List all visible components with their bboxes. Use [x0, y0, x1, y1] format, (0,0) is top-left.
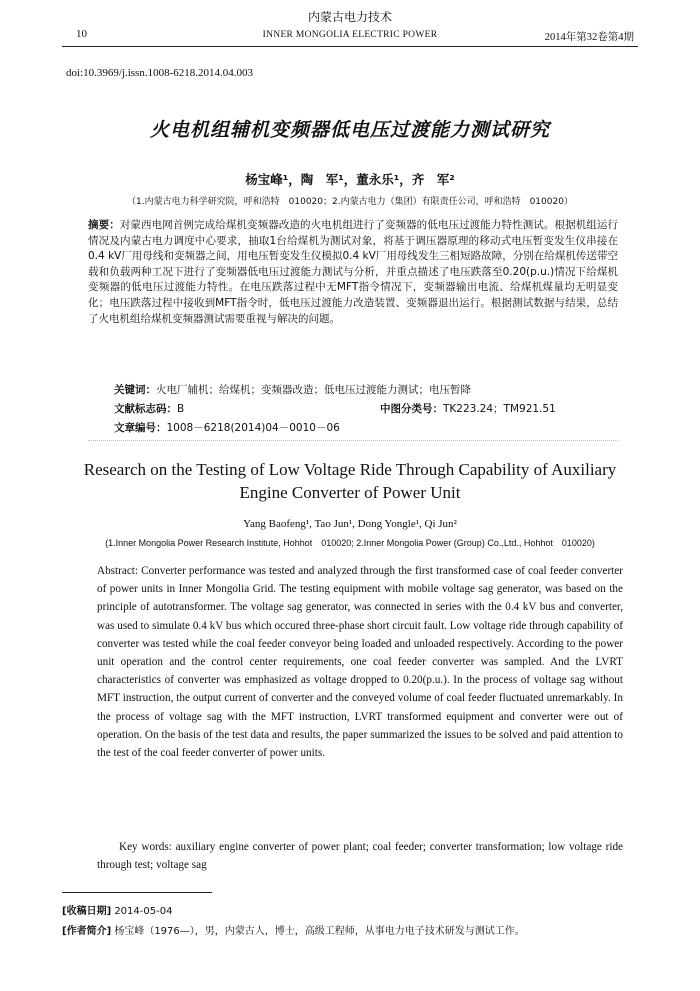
page-number: 10 — [76, 28, 87, 40]
abstract-cn-label: 摘要： — [88, 219, 120, 231]
keywords-cn-text: 火电厂辅机；给煤机；变频器改造；低电压过渡能力测试；电压暂降 — [156, 384, 471, 396]
journal-volume: 2014年第32卷第4期 — [544, 32, 634, 43]
keywords-en — [97, 838, 623, 874]
author-bio — [62, 922, 525, 937]
keywords-en-label: Key words: — [119, 841, 172, 853]
abstract-cn — [88, 218, 618, 327]
article-number-label: 文章编号： — [114, 422, 167, 434]
title-en: Research on the Testing of Low Voltage Ride Through Capability of Auxiliary Engine Converter of Power Unit — [83, 460, 617, 502]
journal-title-cn: 内蒙古电力技术 — [307, 10, 392, 24]
abstract-en-text: Converter performance was tested and analyzed through the first transformed case of coal feeder converter of power units in Inner Mongolia Grid. The testing equipment with mobile voltage sag generator, was based on the principle of autotransformer. The voltage sag generator, was connected in series with the 0.4 kV bus and converter, was used to simulate 0.4 kV bus which occured three-phase short circuit fault. Low voltage ride through capability of converter was tested while the coal feeder conveyor being loaded and unloaded respectively. According to the power unit operation and the control center requirements, one coal feeder converter was sampled. And the LVRT characteristics of converter was emphasized as voltage dropped to 0.20(p.u.). In the process of voltage sag without MFT instruction, the output current of converter and the conveyed volume of coal feeder fluctuated unremarkably. In the process of voltage sag with the MFT instruction, LVRT transformed equipment and converter were out of operation. On the basis of the test data and results, the paper summarized the issues to be solved and paid attention to the test of the coal feeder converter of power units. — [97, 565, 623, 760]
keywords-cn — [114, 382, 634, 397]
received-value: 2014-05-04 — [111, 906, 173, 917]
title-cn: 火电机组辅机变频器低电压过渡能力测试研究 — [149, 119, 550, 141]
doi[interactable]: doi:10.3969/j.issn.1008-6218.2014.04.003 — [66, 67, 254, 79]
clc-label: 中图分类号： — [380, 403, 443, 415]
affiliation-en: (1.Inner Mongolia Power Research Institute, Hohhot 010020; 2.Inner Mongolia Power (Group) Co.,Ltd., Hohhot 010020) — [105, 538, 595, 548]
author-bio-label: [作者简介] — [62, 926, 112, 937]
abstract-en — [97, 562, 623, 762]
document-code-value: B — [177, 403, 185, 415]
header-rule — [62, 46, 638, 47]
abstract-en-label: Abstract: — [97, 565, 139, 577]
keywords-en-text: auxiliary engine converter of power plant; coal feeder; converter transformation; low voltage ride through test; voltage sag — [97, 841, 624, 872]
abstract-cn-text: 对蒙西电网首例完成给煤机变频器改造的火电机组进行了变频器的低电压过渡能力特性测试。根据机组运行情况及内蒙古电力调度中心要求，抽取1台给煤机为测试对象，将基于调压器原理的移动式电压暂变发生仪串接在0.4 kV厂用母线和变频器之间，用电压暂变发生仪模拟0.4 kV厂用母线发生三相短路故障，分别在给煤机传送带空载和负载两种工况下进行了变频器低电压过渡能力测试与分析，并重点描述了电压跌落至0.20(p.u.)情况下给煤机变频器的低电压过渡能力特性。在电压跌落过程中无MFT指令情况下，变频器输出电流、给煤机煤量均无明显变化；电压跌落过程中接收到MFT指令时，低电压过渡能力改造装置、变频器退出运行。根据测试数据与结果，总结了火电机组给煤机变频器测试需要重视与解决的问题。 — [88, 219, 619, 325]
received-date — [62, 902, 172, 917]
document-code — [114, 401, 184, 416]
document-code-label: 文献标志码： — [114, 403, 177, 415]
article-number-value: 1008－6218(2014)04－0010－06 — [166, 422, 340, 434]
affiliation-cn: （1.内蒙古电力科学研究院，呼和浩特 010020；2.内蒙古电力（集团）有限责任公司，呼和浩特 010020） — [127, 197, 573, 207]
section-divider — [88, 440, 618, 441]
footnote-rule — [62, 892, 212, 893]
article-number — [114, 420, 340, 435]
received-label: [收稿日期] — [62, 906, 112, 917]
authors-cn: 杨宝峰¹，陶 军¹，董永乐¹，齐 军² — [245, 172, 455, 187]
clc-value: TK223.24；TM921.51 — [443, 403, 556, 415]
journal-title-en: INNER MONGOLIA ELECTRIC POWER — [262, 30, 438, 40]
authors-en: Yang Baofeng¹, Tao Jun¹, Dong Yongle¹, Qi Jun² — [243, 518, 457, 530]
author-bio-value: 杨宝峰（1976—），男，内蒙古人，博士，高级工程师，从事电力电子技术研发与测试工作。 — [111, 926, 525, 937]
clc-number — [380, 401, 556, 416]
keywords-cn-label: 关键词： — [114, 384, 156, 396]
